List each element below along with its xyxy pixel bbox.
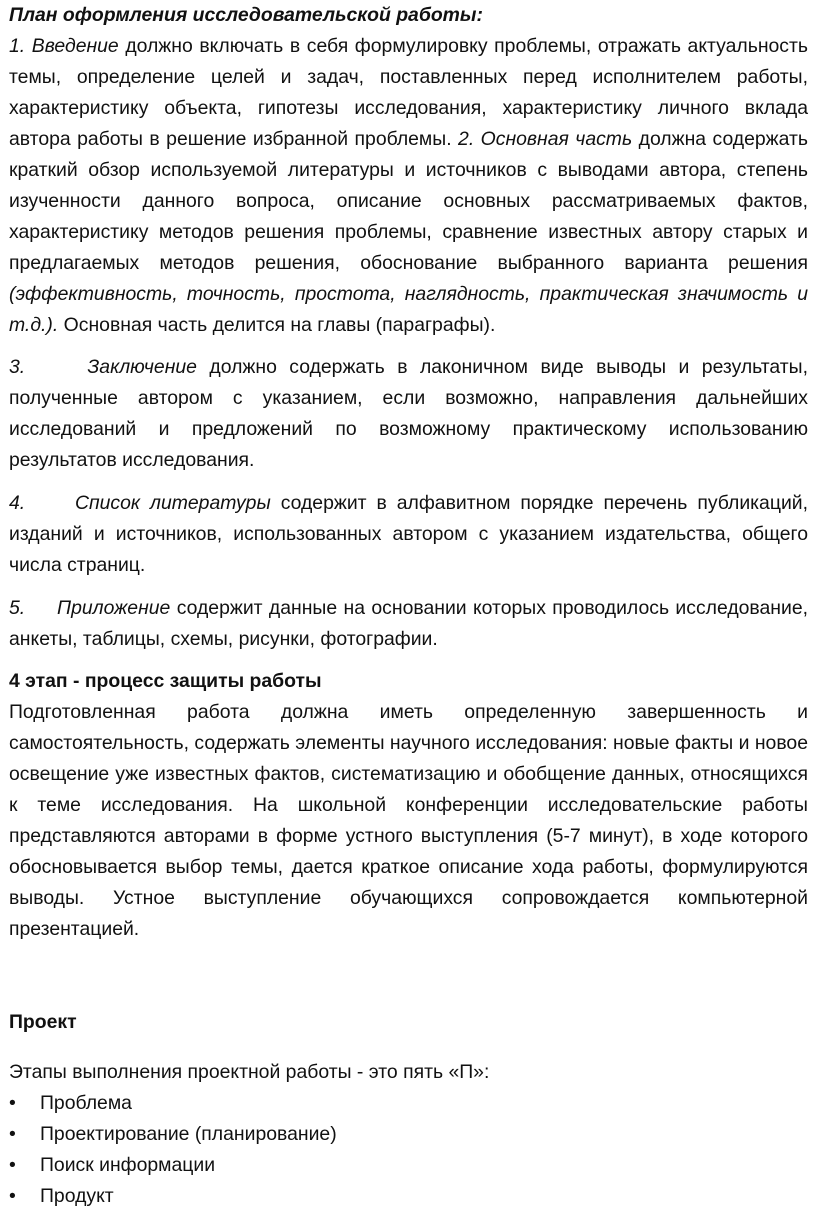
bullet-icon: • (9, 1154, 16, 1176)
list-item-text: Поиск информации (40, 1154, 216, 1176)
paragraph-intro-and-main (9, 31, 808, 341)
stage4-heading (9, 666, 808, 697)
project-intro-text: Этапы выполнения проектной работы - это пять «П»: (9, 1061, 490, 1083)
item-spacer-4 (25, 492, 75, 514)
item-number-3: 3. (9, 356, 26, 378)
conclusion-label: Заключение (87, 356, 197, 378)
paragraph-appendix (9, 593, 808, 655)
paragraph-bibliography (9, 488, 808, 581)
stage4-paragraph (9, 697, 808, 945)
main-part-tail: Основная часть делится на главы (параграфы). (58, 314, 496, 336)
bullet-icon: • (9, 1092, 16, 1114)
list-item (9, 1181, 808, 1212)
project-heading (9, 1007, 808, 1038)
list-item-text: Проблема (40, 1092, 132, 1114)
list-item-text: Проектирование (планирование) (40, 1123, 337, 1145)
bullet-icon: • (9, 1185, 16, 1207)
document-title (9, 0, 808, 31)
main-part-criteria: (эффективность, точность, простота, наглядность, практическая значимость и т.д.). (9, 283, 808, 336)
list-item (9, 1088, 808, 1119)
list-item-text: Продукт (40, 1185, 114, 1207)
item-number-5: 5. (9, 597, 26, 619)
paragraph-conclusion (9, 352, 808, 476)
bullet-icon: • (9, 1123, 16, 1145)
title-text: План оформления исследовательской работы: (9, 4, 483, 26)
item-number-4: 4. (9, 492, 26, 514)
item-spacer-3 (25, 356, 87, 378)
stage4-heading-text: 4 этап - процесс защиты работы (9, 670, 322, 692)
main-part-text: должна содержать краткий обзор используемой литературы и источников с выводами автора, степень изученности данного вопроса, описание основных рассматриваемых фактов, характеристику методов решения проблемы, сравнение известных автору старых и предлагаемых методов решения, обоснование выбранного варианта решения (9, 128, 808, 274)
list-item (9, 1150, 808, 1181)
project-stages-list (9, 1088, 808, 1212)
bibliography-label: Список литературы (74, 492, 271, 514)
appendix-label: Приложение (57, 597, 171, 619)
item-number-2: 2. (458, 128, 481, 150)
main-part-label: Основная часть (480, 128, 633, 150)
intro-label: Введение (31, 35, 119, 57)
conclusion-text: должно содержать в лаконичном виде выводы и результаты, полученные автором с указанием, если возможно, направления дальнейших исследований и предложений по возможному практическому использованию результатов исследования. (9, 356, 808, 471)
appendix-text: содержит данные на основании которых проводилось исследование, анкеты, таблицы, схемы, рисунки, фотографии. (9, 597, 808, 650)
project-heading-text: Проект (9, 1011, 77, 1033)
project-intro (9, 1057, 808, 1088)
stage4-text: Подготовленная работа должна иметь определенную завершенность и самостоятельность, содержать элементы научного исследования: новые факты и новое освещение уже известных фактов, систематизацию и обобщение данных, относящихся к теме исследования. На школьной конференции исследовательские работы представляются авторами в форме устного выступления (5-7 минут), в ходе которого обосновывается выбор темы, дается краткое описание хода работы, формулируются выводы. Устное выступление обучающихся сопровождается компьютерной презентацией. (9, 701, 808, 940)
list-item (9, 1119, 808, 1150)
bibliography-text: содержит в алфавитном порядке перечень публикаций, изданий и источников, использованных автором с указанием издательства, общего числа страниц. (9, 492, 809, 576)
item-spacer-5 (25, 597, 57, 619)
item-number-1: 1. (9, 35, 32, 57)
intro-text: должно включать в себя формулировку проблемы, отражать актуальность темы, определение целей и задач, поставленных перед исполнителем работы, характеристику объекта, гипотезы исследования, характеристику личного вклада автора работы в решение избранной проблемы. (9, 35, 808, 150)
